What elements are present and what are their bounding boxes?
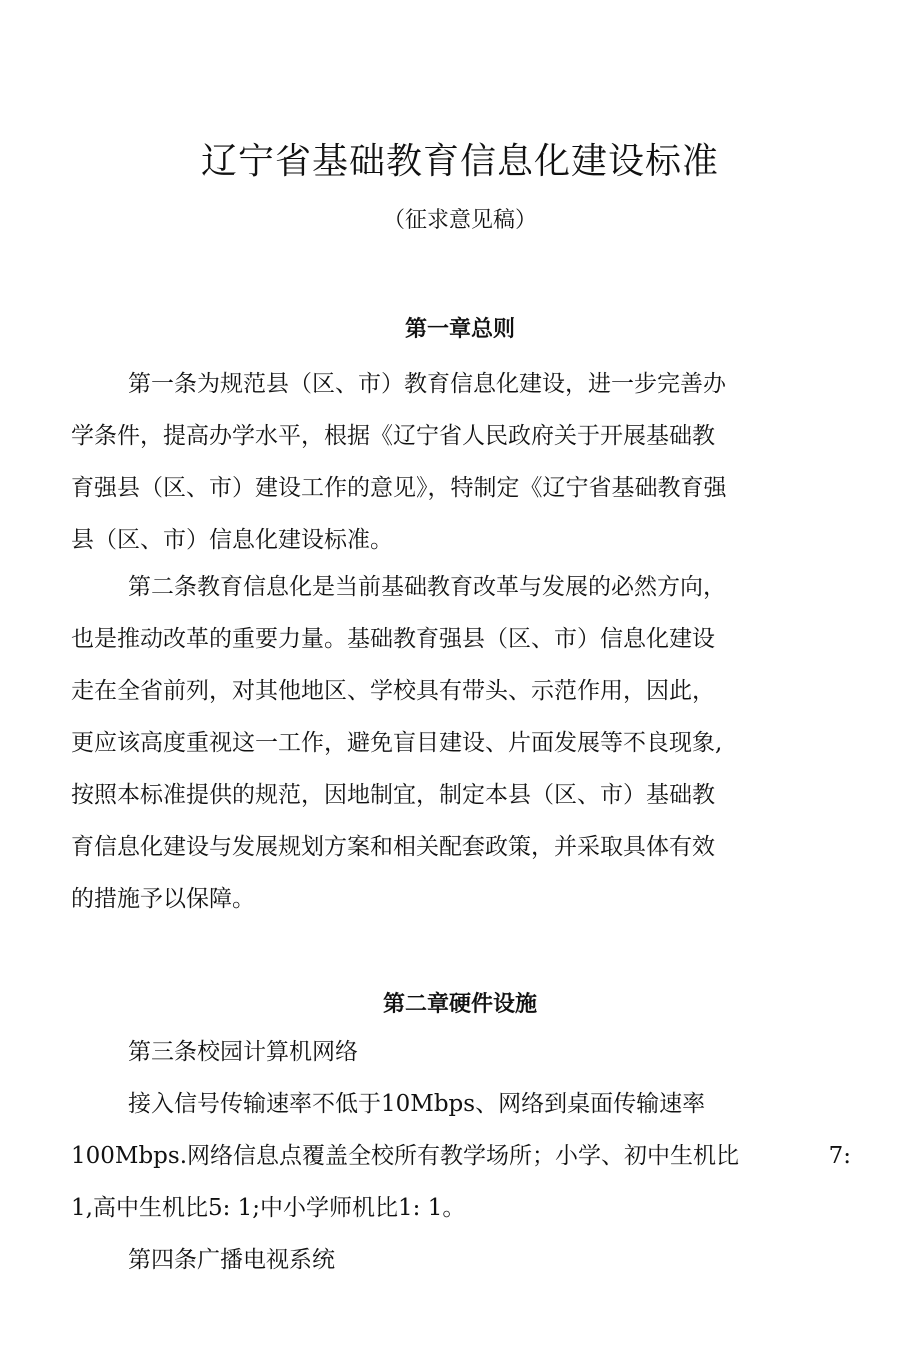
article-2-line: 也是推动改革的重要力量。基础教育强县（区、市）信息化建设 (71, 626, 715, 652)
document-title: 辽宁省基础教育信息化建设标准 (200, 141, 719, 182)
article-3-line: 接入信号传输速率不低于10Mbps、网络到桌面传输速率 (128, 1091, 706, 1117)
chapter-1-heading: 第一章总则 (404, 316, 515, 342)
article-1 (71, 358, 727, 566)
article-1-line: 第一条为规范县（区、市）教育信息化建设，进一步完善办 (128, 371, 726, 397)
article-3-line-text: 100Mbps.网络信息点覆盖全校所有教学场所；小学、初中生机比 (71, 1143, 740, 1169)
article-2-line: 第二条教育信息化是当前基础教育改革与发展的必然方向， (128, 574, 726, 600)
article-3 (71, 1026, 851, 1286)
article-3-line (71, 1130, 851, 1182)
article-3-line: 1,高中生机比5: 1;中小学师机比1: 1。 (71, 1195, 466, 1221)
document-subtitle: （征求意见稿） (382, 208, 537, 233)
article-2-line: 的措施予以保障。 (71, 886, 255, 912)
chapter-2-heading: 第二章硬件设施 (382, 991, 537, 1017)
article-3-line-ratio: 7: (828, 1143, 851, 1169)
article-2-line: 育信息化建设与发展规划方案和相关配套政策，并采取具体有效 (71, 834, 715, 860)
article-2-line: 按照本标准提供的规范，因地制宜，制定本县（区、市）基础教 (71, 782, 715, 808)
article-3-title: 第三条校园计算机网络 (128, 1039, 358, 1065)
article-2 (71, 561, 726, 925)
article-1-line: 育强县（区、市）建设工作的意见》，特制定《辽宁省基础教育强 (71, 475, 727, 501)
article-1-line: 县（区、市）信息化建设标准。 (71, 527, 393, 553)
article-1-line: 学条件，提高办学水平，根据《辽宁省人民政府关于开展基础教 (71, 423, 715, 449)
article-2-line: 走在全省前列，对其他地区、学校具有带头、示范作用，因此， (71, 678, 715, 704)
article-4-title: 第四条广播电视系统 (128, 1247, 335, 1273)
article-2-line: 更应该高度重视这一工作，避免盲目建设、片面发展等不良现象, (71, 730, 723, 756)
